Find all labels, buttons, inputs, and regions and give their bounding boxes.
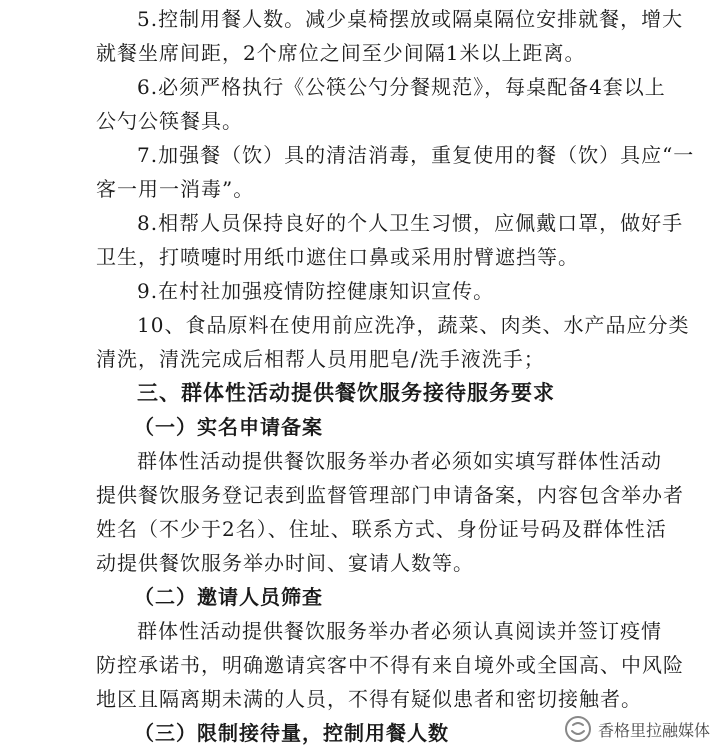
item-7-line2: 客一用一消毒”。 [96, 177, 255, 201]
subsection-1-line1: 群体性活动提供餐饮服务举办者必须如实填写群体性活动 [137, 449, 662, 473]
subsection-1-line4: 动提供餐饮服务举办时间、宴请人数等。 [96, 551, 474, 575]
subsection-2-line1: 群体性活动提供餐饮服务举办者必须认真阅读并签订疫情 [137, 619, 662, 643]
item-5-line1: 5.控制用餐人数。减少桌椅摆放或隔桌隔位安排就餐，增大 [137, 7, 684, 31]
wechat-channel-icon [564, 715, 592, 743]
item-10-line1: 10、食品原料在使用前应洗净，蔬菜、肉类、水产品应分类 [137, 313, 690, 337]
watermark [564, 715, 710, 743]
item-10-line2: 清洗，清洗完成后相帮人员用肥皂/洗手液洗手； [96, 347, 545, 371]
item-9-line1: 9.在村社加强疫情防控健康知识宣传。 [137, 279, 495, 303]
subsection-2-line2: 防控承诺书，明确邀请宾客中不得有来自境外或全国高、中风险 [96, 653, 684, 677]
subsection-3-heading: （三）限制接待量，控制用餐人数 [134, 721, 449, 745]
item-8-line2: 卫生，打喷嚏时用纸巾遮住口鼻或采用肘臂遮挡等。 [96, 245, 579, 269]
subsection-2-line3: 地区且隔离期未满的人员，不得有疑似患者和密切接触者。 [96, 687, 642, 711]
item-7-line1: 7.加强餐（饮）具的清洁消毒，重复使用的餐（饮）具应“一 [137, 143, 695, 167]
subsection-1-line2: 提供餐饮服务登记表到监督管理部门申请备案，内容包含举办者 [96, 483, 684, 507]
subsection-2-heading: （二）邀请人员筛查 [134, 585, 323, 609]
section-3-heading: 三、群体性活动提供餐饮服务接待服务要求 [137, 380, 555, 405]
subsection-1-line3: 姓名（不少于2名）、住址、联系方式、身份证号码及群体性活 [96, 517, 667, 541]
item-6-line1: 6.必须严格执行《公筷公勺分餐规范》，每桌配备4套以上 [137, 75, 666, 99]
item-5-line2: 就餐坐席间距，2个席位之间至少间隔1米以上距离。 [96, 41, 586, 65]
watermark-text: 香格里拉融媒体 [597, 720, 710, 740]
item-8-line1: 8.相帮人员保持良好的个人卫生习惯，应佩戴口罩，做好手 [137, 211, 684, 235]
subsection-1-heading: （一）实名申请备案 [134, 415, 323, 439]
item-6-line2: 公勺公筷餐具。 [96, 109, 243, 133]
